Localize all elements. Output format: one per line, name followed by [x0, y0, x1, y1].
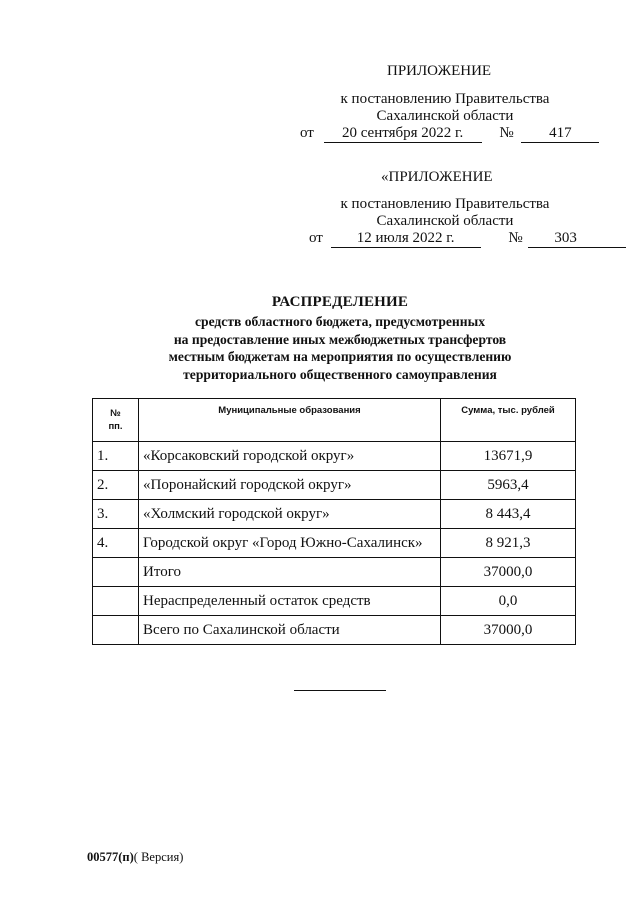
- row-number: 2.: [93, 471, 139, 500]
- table-row-grand-total: [93, 616, 576, 645]
- subtitle-line: средств областного бюджета, предусмотренных: [194, 314, 485, 329]
- row-number: [93, 587, 139, 616]
- row-municipality: Итого: [139, 558, 441, 587]
- prior-appendix-number: 303: [528, 229, 626, 248]
- row-number: [93, 558, 139, 587]
- prior-appendix-number-label: №: [508, 230, 523, 246]
- row-number: 4.: [93, 529, 139, 558]
- document-subtitle: [110, 313, 570, 383]
- row-municipality: Нераспределенный остаток средств: [139, 587, 441, 616]
- appendix-number-label: №: [499, 125, 514, 141]
- prior-appendix-line1: к постановлению Правительства: [340, 196, 550, 212]
- subtitle-line: территориального общественного самоуправления: [183, 366, 497, 382]
- appendix-number: 417: [521, 124, 599, 143]
- row-number: 1.: [93, 442, 139, 471]
- row-sum: 0,0: [441, 587, 576, 616]
- appendix-from-label: от: [300, 125, 314, 141]
- header-sum: Сумма, тыс. рублей: [441, 399, 576, 442]
- table-row: [93, 442, 576, 471]
- appendix-title: ПРИЛОЖЕНИЕ: [387, 63, 492, 79]
- header-number-sign: №: [110, 408, 121, 419]
- table-row: [93, 529, 576, 558]
- header-number-abbr: пп.: [108, 421, 123, 432]
- row-municipality: Всего по Сахалинской области: [139, 616, 441, 645]
- document-footer: [87, 850, 183, 865]
- distribution-table: [92, 398, 576, 645]
- table-row-total: [93, 558, 576, 587]
- subtitle-line: на предоставление иных межбюджетных трансфертов: [173, 331, 507, 347]
- row-sum: 8 443,4: [441, 500, 576, 529]
- appendix-line1: к постановлению Правительства: [340, 91, 550, 107]
- end-divider: [294, 690, 386, 691]
- row-municipality: «Корсаковский городской округ»: [139, 442, 441, 471]
- prior-appendix-title: «ПРИЛОЖЕНИЕ: [381, 169, 493, 185]
- header-number: [93, 399, 139, 442]
- row-number: 3.: [93, 500, 139, 529]
- table-header-row: [93, 399, 576, 442]
- appendix-date-row: [300, 124, 599, 143]
- document-title: РАСПРЕДЕЛЕНИЕ: [271, 294, 409, 310]
- prior-appendix-from-label: от: [309, 230, 323, 246]
- row-number: [93, 616, 139, 645]
- row-sum: 37000,0: [441, 558, 576, 587]
- table-row: [93, 471, 576, 500]
- prior-appendix-line2: Сахалинской области: [376, 213, 514, 229]
- row-sum: 37000,0: [441, 616, 576, 645]
- table-row: [93, 500, 576, 529]
- subtitle-line: местным бюджетам на мероприятия по осуществлению: [168, 349, 512, 364]
- table-row-remainder: [93, 587, 576, 616]
- row-sum: 13671,9: [441, 442, 576, 471]
- row-municipality: «Холмский городской округ»: [139, 500, 441, 529]
- row-municipality: Городской округ «Город Южно-Сахалинск»: [139, 529, 441, 558]
- header-municipality: Муниципальные образования: [139, 399, 441, 442]
- footer-version: ( Версия): [133, 850, 184, 864]
- row-sum: 8 921,3: [441, 529, 576, 558]
- prior-appendix-date-row: [309, 229, 626, 248]
- prior-appendix-date: 12 июля 2022 г.: [331, 229, 481, 248]
- appendix-date: 20 сентября 2022 г.: [324, 124, 482, 143]
- footer-code: 00577(п): [87, 850, 134, 864]
- appendix-line2: Сахалинской области: [376, 108, 514, 124]
- row-sum: 5963,4: [441, 471, 576, 500]
- row-municipality: «Поронайский городской округ»: [139, 471, 441, 500]
